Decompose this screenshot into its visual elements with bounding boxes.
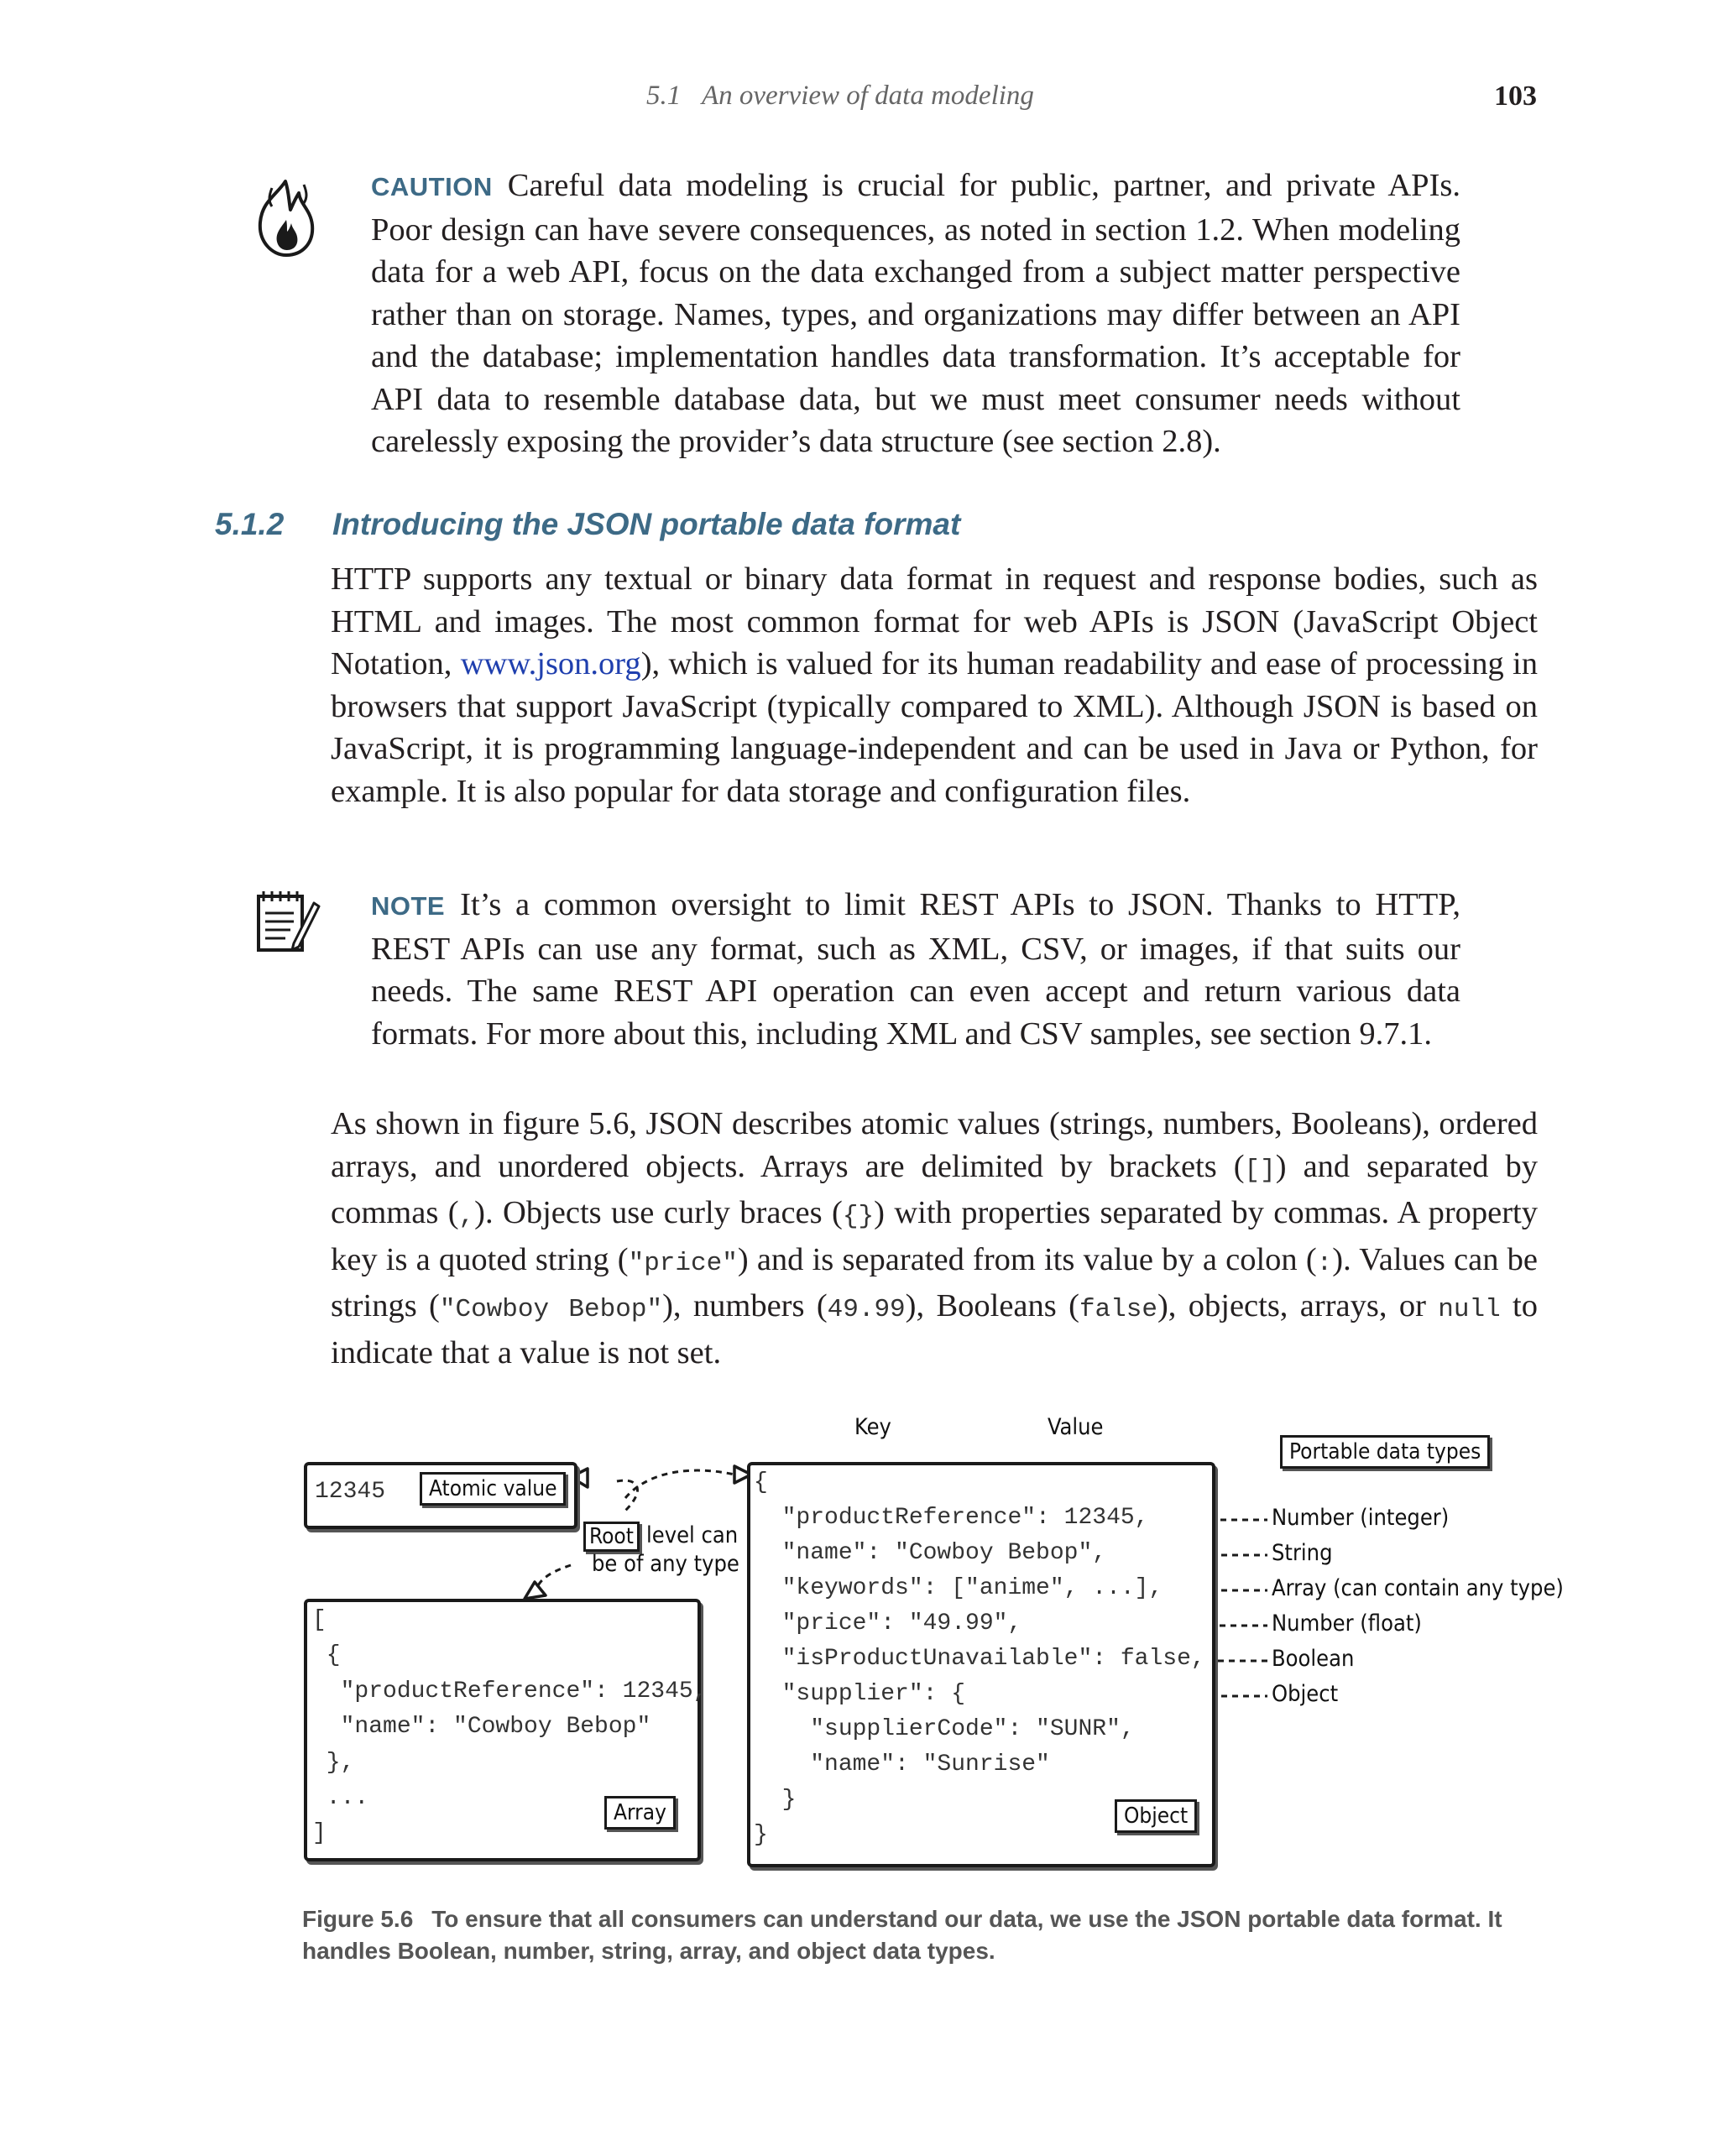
tp-code: 49.99 xyxy=(827,1295,906,1324)
section-number: 5.1 xyxy=(646,81,682,111)
object-line: } xyxy=(754,1787,797,1813)
heading-title: Introducing the JSON portable data format xyxy=(332,507,961,541)
intro-paragraph xyxy=(331,558,1538,812)
tp-code: {} xyxy=(842,1202,875,1231)
array-line: ] xyxy=(312,1820,327,1846)
note-label: NOTE xyxy=(371,891,446,921)
tp-text: ). Objects use curly braces ( xyxy=(474,1195,843,1230)
tp-text: ). Values can be strings ( xyxy=(331,1241,1538,1323)
object-line: "price": "49.99", xyxy=(754,1610,1022,1637)
figure-caption xyxy=(302,1903,1544,1967)
array-line: ... xyxy=(312,1785,369,1811)
tp-code: , xyxy=(458,1202,475,1231)
object-line: "productReference": 12345, xyxy=(754,1505,1149,1531)
flame-icon xyxy=(252,176,321,258)
type-number-float: Number (float) xyxy=(1272,1610,1422,1637)
types-paragraph xyxy=(331,1103,1538,1374)
root-note-2: be of any type xyxy=(592,1551,739,1577)
tp-code: : xyxy=(1316,1248,1333,1278)
heading-number: 5.1.2 xyxy=(215,507,285,541)
tp-text: As shown in figure 5.6, JSON describes atomic values (strings, numbers, Booleans), ordered arrays, and unordered objects. Arrays are delimited by brackets ( xyxy=(331,1106,1538,1184)
note-text: It’s a common oversight to limit REST APIs to JSON. Thanks to HTTP, REST APIs can use any format, such as XML, CSV, or images, if that suits our needs. The same REST API operation can even accept and return various data formats. For more about this, including XML and CSV samples, see section 9.7.1. xyxy=(371,887,1460,1052)
portable-data-types-title: Portable data types xyxy=(1280,1435,1490,1469)
object-line: { xyxy=(754,1470,768,1496)
notepad-icon xyxy=(252,888,322,955)
atomic-value: 12345 xyxy=(315,1479,386,1505)
type-array: Array (can contain any type) xyxy=(1272,1575,1564,1601)
object-tag: Object xyxy=(1115,1799,1197,1833)
object-line: } xyxy=(754,1822,768,1848)
tp-code: "Cowboy Bebop" xyxy=(439,1295,663,1324)
tp-text: ), Booleans ( xyxy=(905,1288,1079,1323)
object-line: "supplier": { xyxy=(754,1681,966,1707)
type-string: String xyxy=(1272,1540,1333,1566)
caution-text: Careful data modeling is crucial for public, partner, and private APIs. Poor design can have severe consequences, as noted in section 1.2. When modeling data for a web API, focus on the data exchanged from a subject matter perspective rather than on storage. Names, types, and organizations may differ between an API and the database; implementation handles data transformation. It’s acceptable for API data to resemble database data, but we must meet consumer needs without carelessly exposing the provider’s data structure (see section 2.8). xyxy=(371,168,1460,459)
tp-code: null xyxy=(1438,1295,1501,1324)
array-line: [ xyxy=(312,1607,327,1633)
array-line: { xyxy=(312,1642,341,1668)
object-line: "name": "Sunrise" xyxy=(754,1751,1050,1778)
tp-text: to indicate that a value is not set. xyxy=(331,1288,1538,1370)
type-boolean: Boolean xyxy=(1272,1646,1355,1672)
caution-label: CAUTION xyxy=(371,172,493,201)
tp-text: ) and separated by commas ( xyxy=(331,1148,1538,1230)
array-line: }, xyxy=(312,1750,355,1776)
object-line: "keywords": ["anime", ...], xyxy=(754,1575,1163,1601)
section-heading xyxy=(215,507,960,542)
tp-text: ) with properties separated by commas. A property key is a quoted string ( xyxy=(331,1195,1538,1277)
tp-text: ) and is separated from its value by a colon ( xyxy=(737,1241,1317,1277)
object-line: "name": "Cowboy Bebop", xyxy=(754,1540,1107,1566)
array-line: "name": "Cowboy Bebop" xyxy=(312,1714,651,1740)
running-head-title xyxy=(646,81,1034,112)
object-line: "isProductUnavailable": false, xyxy=(754,1646,1205,1672)
tp-text: ), numbers ( xyxy=(662,1288,828,1323)
caption-text: To ensure that all consumers can understand our data, we use the JSON portable data format. It handles Boolean, number, string, array, and object data types. xyxy=(302,1906,1502,1964)
section-title: An overview of data modeling xyxy=(702,81,1034,111)
value-label: Value xyxy=(1048,1414,1104,1440)
array-line: "productReference": 12345, xyxy=(312,1678,708,1704)
array-tag: Array xyxy=(604,1796,676,1830)
intro-text-2: ), which is valued for its human readability and ease of processing in browsers that support JavaScript (typically compared to XML). Although JSON is based on JavaScript, it is programming language-independent and can be used in Java or Python, for example. It is also popular for data storage and configuration files. xyxy=(331,646,1538,809)
key-label: Key xyxy=(854,1414,891,1440)
note-callout xyxy=(371,884,1460,1055)
figure-5-6 xyxy=(294,1406,1564,1876)
root-tag: Root xyxy=(583,1522,640,1552)
intro-text-1: HTTP supports any textual or binary data format in request and response bodies, such as HTML and images. The most common format for web APIs is JSON (JavaScript Object Notation, xyxy=(331,561,1538,681)
caption-label: Figure 5.6 xyxy=(302,1906,414,1932)
type-number-integer: Number (integer) xyxy=(1272,1505,1450,1531)
tp-code: "price" xyxy=(628,1248,738,1278)
caution-callout xyxy=(371,164,1460,463)
type-object: Object xyxy=(1272,1681,1339,1707)
page-number: 103 xyxy=(1494,81,1537,112)
tp-code: false xyxy=(1079,1295,1157,1324)
tp-text: ), objects, arrays, or xyxy=(1157,1288,1439,1323)
object-line: "supplierCode": "SUNR", xyxy=(754,1716,1135,1742)
root-note-1: level can xyxy=(646,1522,739,1548)
atomic-value-tag: Atomic value xyxy=(420,1472,566,1506)
running-head xyxy=(0,81,1719,114)
tp-code: [] xyxy=(1244,1155,1276,1185)
json-org-link[interactable]: www.json.org xyxy=(460,646,641,681)
